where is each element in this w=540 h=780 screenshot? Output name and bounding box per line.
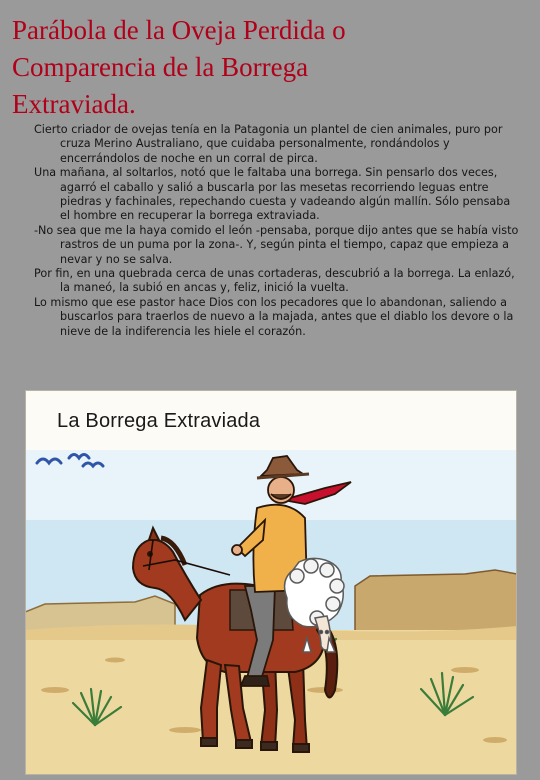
parable-text: [34, 123, 520, 339]
title-line-2: Comparencia de la Borrega: [12, 52, 309, 82]
paragraph: -No sea que me la haya comido el león -pensaba, porque dijo antes que se había visto rastros de un puma por la zona-. Y, según pinta el tiempo, capaz que empieza a nevar y no se salva.: [34, 223, 519, 266]
illustration-drawing: [25, 390, 517, 775]
paragraph: Lo mismo que ese pastor hace Dios con los pecadores que lo abandonan, saliendo a buscarlos para traerlos de nuevo a la majada, antes que el diablo los devore o la nieve de la indiferencia les hiele el corazón.: [34, 295, 514, 338]
paragraph: Por fin, en una quebrada cerca de unas cortaderas, descubrió a la borrega. La enlazó, la maneó, la subió en ancas y, feliz, inició la vuelta.: [34, 267, 515, 295]
illustration-caption: La Borrega Extraviada: [57, 410, 261, 432]
page-title: [12, 12, 532, 123]
paragraph: Una mañana, al soltarlos, notó que le faltaba una borrega. Sin pensarlo dos veces, agarró el caballo y salió a buscarla por las mesetas recorriendo leguas entre piedras y fachinales, repechando cuesta y vadeando algún mallín. Sólo pensaba el hombre en recuperar la borrega extraviada.: [34, 166, 511, 223]
paragraph: Cierto criador de ovejas tenía en la Patagonia un plantel de cien animales, puro por cruza Merino Australiano, que cuidaba personalmente, rondándolos y encerrándolos de noche en un corral de pirca.: [34, 123, 503, 165]
title-line-3: Extraviada.: [12, 89, 136, 119]
title-line-1: Parábola de la Oveja Perdida o: [12, 15, 346, 45]
illustration-gaucho-with-sheep: [25, 390, 517, 775]
